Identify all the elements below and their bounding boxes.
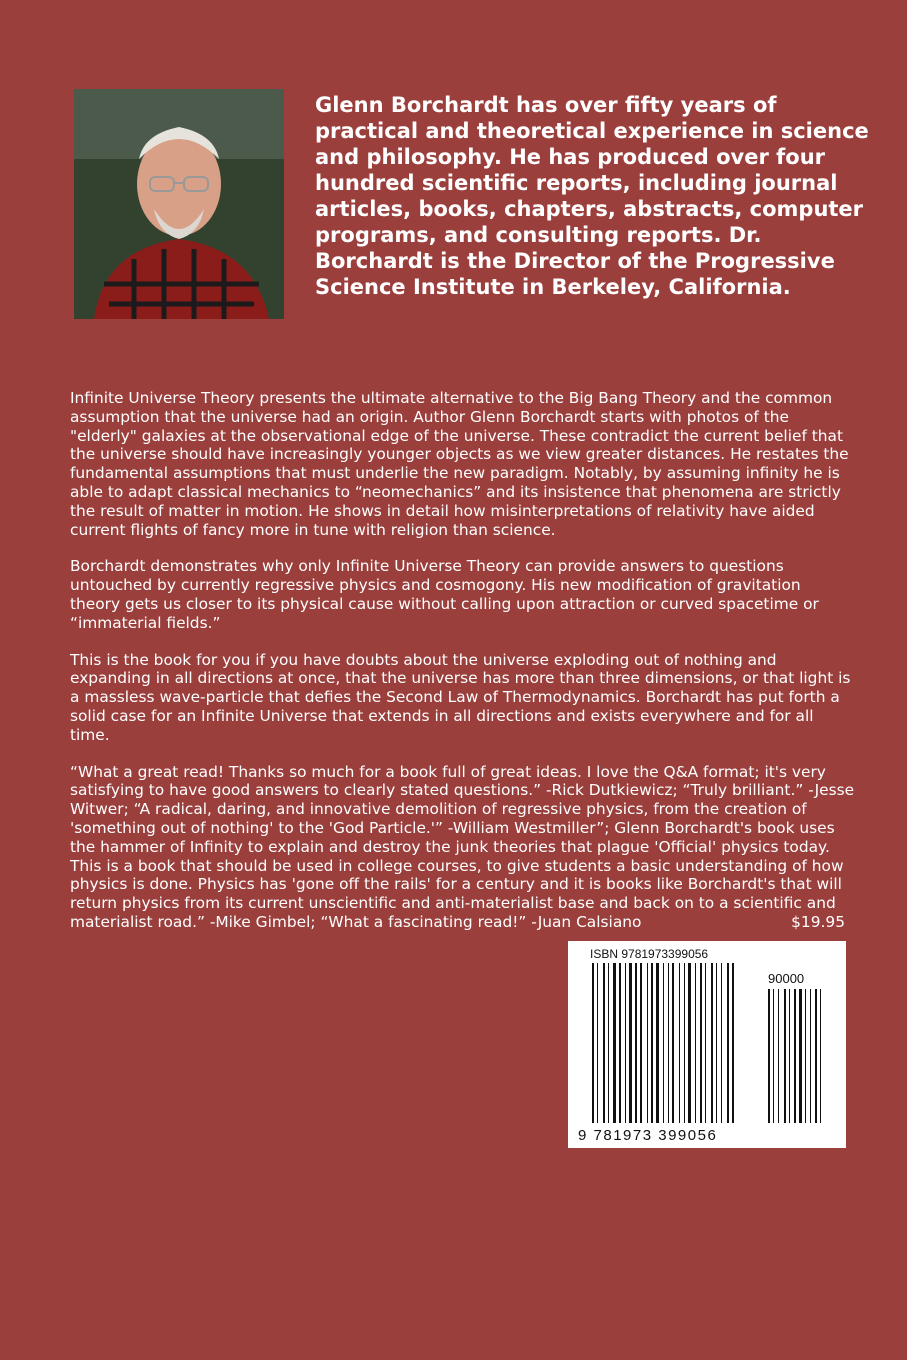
book-description	[70, 389, 855, 950]
barcode-addon-number: 90000	[768, 971, 805, 986]
barcode-bar	[663, 963, 664, 1123]
barcode-bar	[705, 963, 706, 1123]
barcode-bar	[810, 989, 811, 1123]
isbn-label: ISBN 9781973399056	[590, 947, 709, 961]
barcode-bar	[629, 963, 632, 1123]
barcode-bar	[784, 989, 786, 1123]
barcode-bar	[815, 989, 817, 1123]
barcode-bar	[635, 963, 637, 1123]
barcode-bar	[647, 963, 648, 1123]
barcode-bar	[794, 989, 796, 1123]
barcode-bar	[603, 963, 605, 1123]
barcode-bar	[727, 963, 729, 1123]
barcode-bar	[805, 989, 806, 1123]
barcode-bar	[684, 963, 685, 1123]
barcode-bar	[716, 963, 717, 1123]
price: $19.95	[791, 912, 845, 931]
barcode-bar	[799, 989, 802, 1123]
author-portrait-image	[74, 89, 284, 319]
barcode-bar	[668, 963, 669, 1123]
reviews-paragraph	[70, 763, 855, 932]
description-paragraph-1: Infinite Universe Theory presents the ultimate alternative to the Big Bang Theory and the common assumption that the universe had an origin. Author Glenn Borchardt starts with photos of the "elderly" galaxies at the observational edge of the universe. These contradict the current belief that the universe should have increasingly younger objects as we view greater distances. He restates the fundamental assumptions that must underlie the new paradigm. Notably, by assuming infinity he is able to adapt classical mechanics to “neomechanics” and its insistence that phenomena are strictly the result of matter in motion. He shows in detail how misinterpretations of relativity have aided current flights of fancy more in tune with religion than science.	[70, 389, 849, 539]
barcode-bar	[700, 963, 702, 1123]
barcode-bar	[592, 963, 594, 1123]
description-paragraph-3: This is the book for you if you have doubts about the universe exploding out of nothing and expanding in all directions at once, that the universe has more than three dimensions, or that light is a massless wave-particle that defies the Second Law of Thermodynamics. Borchardt has put forth a solid case for an Infinite Universe that extends in all directions and exists everywhere and for all time.	[70, 650, 851, 744]
barcode-bar	[695, 963, 696, 1123]
barcode-bar	[778, 989, 779, 1123]
barcode-bar	[721, 963, 722, 1123]
barcode-bar	[608, 963, 609, 1123]
barcode-bar	[773, 989, 774, 1123]
author-bio: Glenn Borchardt has over fifty years of practical and theoretical experience in science and philosophy. He has produced over four hundred scientific reports, including journal articles, books, chapters, abstracts, computer programs, and consulting reports. Dr. Borchardt is the Director of the Progressive Science Institute in Berkeley, California.	[315, 93, 869, 299]
isbn-barcode	[568, 941, 846, 1148]
barcode-bar	[789, 989, 790, 1123]
barcode-bar	[651, 963, 653, 1123]
barcode-bar	[597, 963, 598, 1123]
barcode-bar	[688, 963, 691, 1123]
barcode-bars	[568, 941, 846, 1148]
barcode-bar	[625, 963, 626, 1123]
barcode-bar	[613, 963, 616, 1123]
description-paragraph-2: Borchardt demonstrates why only Infinite Universe Theory can provide answers to questions untouched by currently regressive physics and cosmogony. His new modification of gravitation theory gets us closer to its physical cause without calling upon attraction or curved spacetime or “immaterial fields.”	[70, 557, 819, 632]
barcode-bar	[732, 963, 734, 1123]
barcode-bar	[679, 963, 680, 1123]
barcode-bar	[820, 989, 821, 1123]
barcode-bar	[768, 989, 770, 1123]
barcode-bar	[711, 963, 713, 1123]
barcode-bar	[656, 963, 659, 1123]
author-photo	[74, 89, 284, 319]
barcode-bar	[640, 963, 642, 1123]
barcode-bar	[672, 963, 674, 1123]
barcode-bar	[619, 963, 621, 1123]
barcode-number: 9 781973 399056	[578, 1127, 718, 1144]
reviews-text: “What a great read! Thanks so much for a book full of great ideas. I love the Q&A format; it's very satisfying to have good answers to clearly stated questions.” -Rick Dutkiewicz; “Truly brilliant.” -Jesse Witwer; “A radical, daring, and innovative demolition of regressive physics, from the creation of 'something out of nothing' to the 'God Particle.'” -William Westmiller”; Glenn Borchardt's book uses the hammer of Infinity to explain and destroy the junk theories that plague 'Official' physics today. This is a book that should be used in college courses, to give students a basic understanding of how physics is done. Physics has 'gone off the rails' for a century and it is books like Borchardt's that will return physics from its current unscientific and anti-materialist base and back on to a scientific and materialist road.” -Mike Gimbel; “What a fascinating read!” -Juan Calsiano	[70, 762, 855, 931]
